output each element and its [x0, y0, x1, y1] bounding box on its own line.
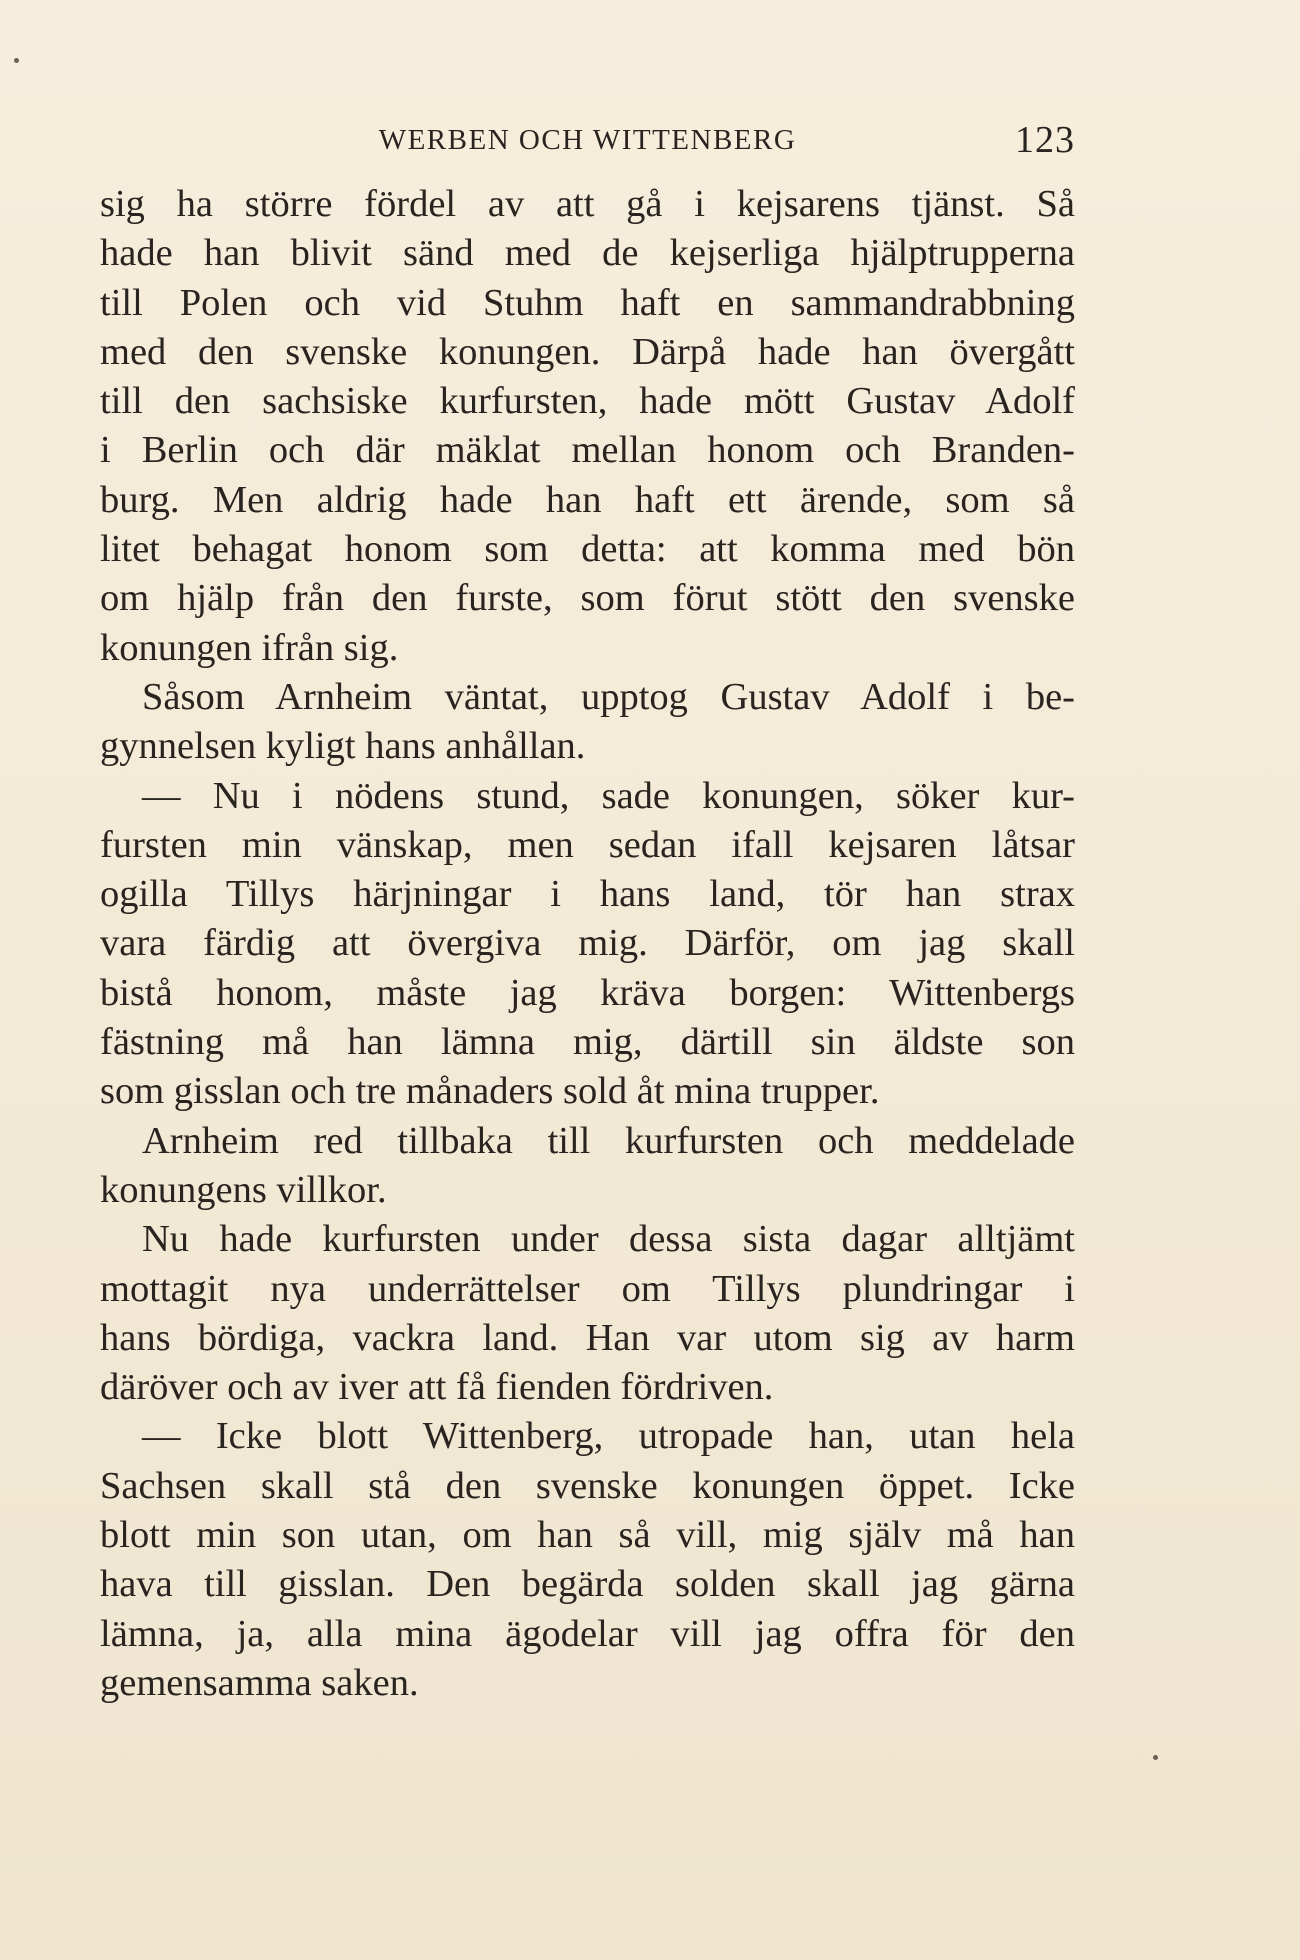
text-line: mottagit nya underrättelser om Tillys plundringar i: [100, 1267, 1075, 1310]
text-line: Arnheim red tillbaka till kurfursten och meddelade: [142, 1119, 1075, 1162]
text-line: fursten min vänskap, men sedan ifall kejsaren låtsar: [100, 823, 1075, 866]
text-line: blott min son utan, om han så vill, mig själv må han: [100, 1514, 1075, 1557]
text-line: vara färdig att övergiva mig. Därför, om jag skall: [100, 922, 1075, 965]
paper-speck: [14, 58, 19, 63]
running-header: [100, 118, 1075, 168]
paragraph: [100, 1412, 1075, 1708]
text-line: gynnelsen kyligt hans anhållan.: [100, 725, 586, 768]
running-title: WERBEN OCH WITTENBERG: [378, 124, 797, 156]
text-line: Sachsen skall stå den svenske konungen öppet. Icke: [100, 1464, 1075, 1507]
text-line: lämna, ja, alla mina ägodelar vill jag offra för den: [100, 1612, 1075, 1655]
text-line: däröver och av iver att få fienden fördriven.: [100, 1366, 774, 1409]
paper-speck: [1153, 1755, 1158, 1760]
text-line: fästning må han lämna mig, därtill sin äldste son: [100, 1021, 1075, 1064]
text-line: Såsom Arnheim väntat, upptog Gustav Adolf i be-: [142, 675, 1075, 718]
body-text: [100, 180, 1075, 1708]
page-number: 123: [1015, 119, 1075, 161]
text-line: med den svenske konungen. Därpå hade han övergått: [100, 330, 1075, 373]
paragraph: [100, 673, 1075, 772]
paragraph: [100, 772, 1075, 1117]
text-line: om hjälp från den furste, som förut stött den svenske: [100, 577, 1075, 620]
text-line: till Polen och vid Stuhm haft en sammandrabbning: [100, 281, 1075, 324]
text-line: bistå honom, måste jag kräva borgen: Wittenbergs: [100, 971, 1075, 1014]
text-line: — Icke blott Wittenberg, utropade han, utan hela: [142, 1415, 1075, 1458]
text-line: ogilla Tillys härjningar i hans land, tör han strax: [100, 873, 1075, 916]
text-line: hade han blivit sänd med de kejserliga hjälptrupperna: [100, 232, 1075, 275]
text-line: gemensamma saken.: [100, 1661, 419, 1704]
text-line: som gisslan och tre månaders sold åt mina trupper.: [100, 1070, 880, 1113]
text-line: — Nu i nödens stund, sade konungen, söker kur-: [142, 774, 1075, 817]
text-line: sig ha större fördel av att gå i kejsarens tjänst. Så: [100, 183, 1075, 225]
text-line: hans bördiga, vackra land. Han var utom sig av harm: [100, 1316, 1075, 1359]
text-line: burg. Men aldrig hade han haft ett ärende, som så: [100, 478, 1075, 521]
text-line: till den sachsiske kurfursten, hade mött Gustav Adolf: [100, 380, 1075, 423]
text-line: konungen ifrån sig.: [100, 626, 399, 669]
text-line: litet behagat honom som detta: att komma med bön: [100, 528, 1075, 571]
paragraph: [100, 1215, 1075, 1412]
text-line: hava till gisslan. Den begärda solden skall jag gärna: [100, 1563, 1075, 1606]
text-line: Nu hade kurfursten under dessa sista dagar alltjämt: [142, 1218, 1075, 1261]
paragraph: [100, 1117, 1075, 1216]
paragraph: [100, 180, 1075, 673]
text-line: konungens villkor.: [100, 1168, 387, 1211]
text-line: i Berlin och där mäklat mellan honom och Branden-: [100, 429, 1075, 472]
